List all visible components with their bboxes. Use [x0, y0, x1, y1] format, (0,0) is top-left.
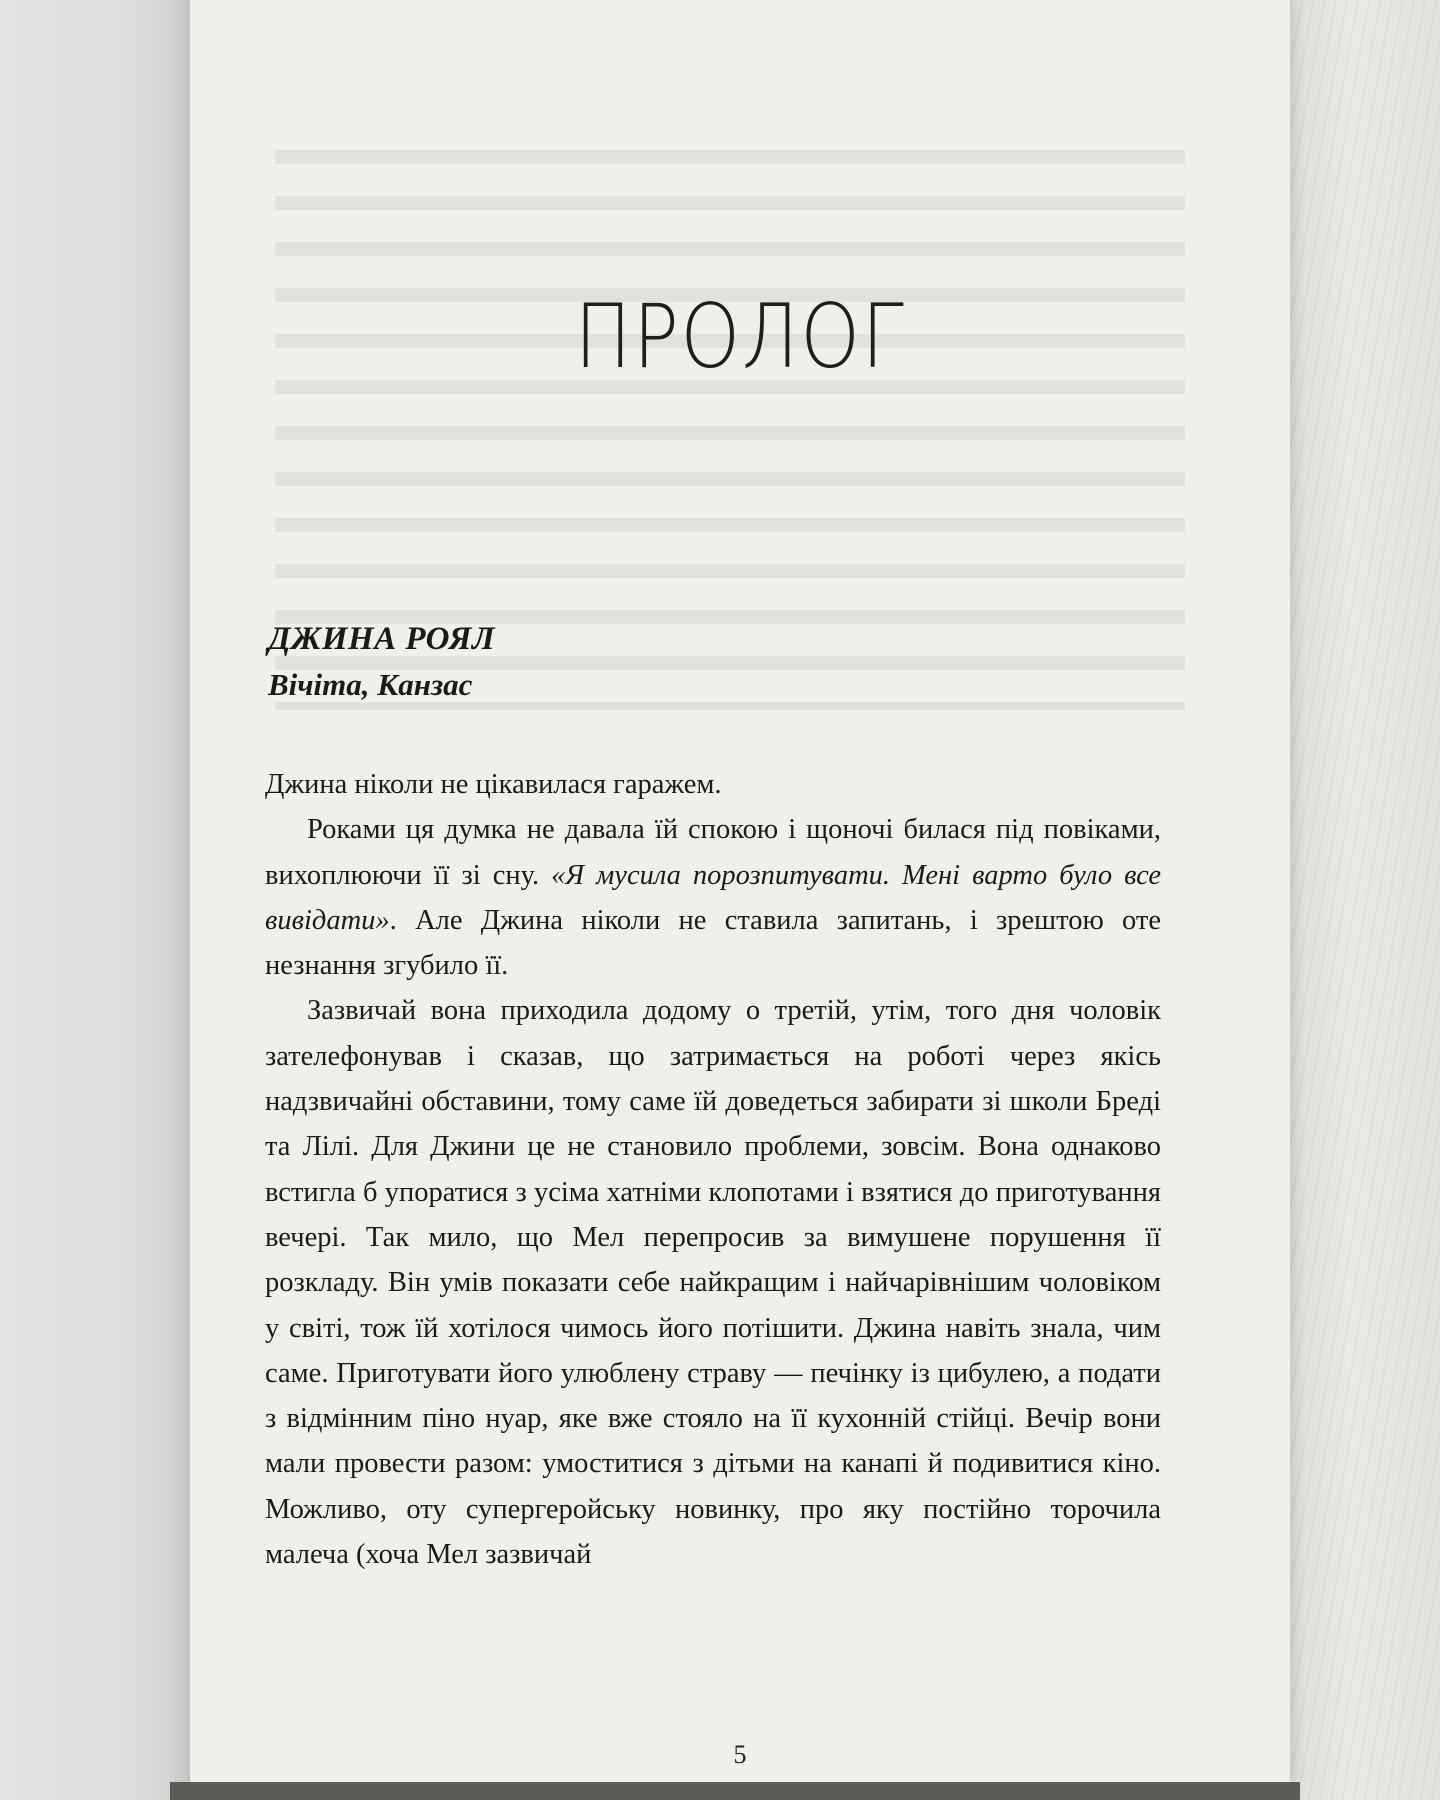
paragraph-3: Зазвичай вона приходила додому о третій, утім, того дня чоловік зателефонував і сказав, що затримається на роботі через якісь надзвичайні обставини, тому саме їй доведеться забирати зі школи Бреді та Лілі. Для Джини це не становило проблеми, зовсім. Вона однаково встигла б упоратися з усіма хатніми клопотами і взятися до приготування вечері. Так мило, що Мел перепросив за вимушене порушення її розкладу. Він умів показати себе найкращим і найчарівнішим чоловіком у світі, тож їй хотілося чимось його потішити. Джина навіть знала, чим саме. Приготувати його улюблену страву — печінку із цибулею, а подати з відмінним піно нуар, яке вже стояло на її кухонній стійці. Вечір вони мали провести разом: умоститися з дітьми на канапі й подивитися кіно. Можливо, оту супергеройську новинку, про яку постійно торочила малеча (хоча Мел зазвичай — [265, 995, 1161, 1571]
paragraph-2-start: Роками ця думка не давала їй спокою і щоночі билася під повіками, вихоплюючи її зі сну. — [265, 814, 1161, 891]
paragraph-1: Джина ніколи не цікавилася гаражем. — [265, 769, 722, 800]
paragraph-2-end: . Але Джина ніколи не ставила запитань, і зрештою оте незнання згубило її. — [265, 904, 1161, 982]
wooden-table-surface — [1290, 0, 1440, 1800]
narrator-name: ДЖИНА РОЯЛ — [268, 621, 496, 657]
chapter-title: ПРОЛОГ — [574, 285, 906, 388]
paragraph-2-quote: «Я мусила порозпитувати. Мені варто було все вивідати» — [265, 859, 1161, 936]
left-facing-page — [0, 0, 190, 1800]
body-text — [265, 762, 1161, 1577]
book-bottom-edge — [170, 1782, 1300, 1800]
page-number: 5 — [733, 1740, 747, 1769]
location: Вічіта, Канзас — [268, 667, 473, 702]
chapter-header — [268, 616, 1168, 708]
paragraph-2 — [265, 807, 1161, 988]
book-page — [190, 0, 1290, 1782]
